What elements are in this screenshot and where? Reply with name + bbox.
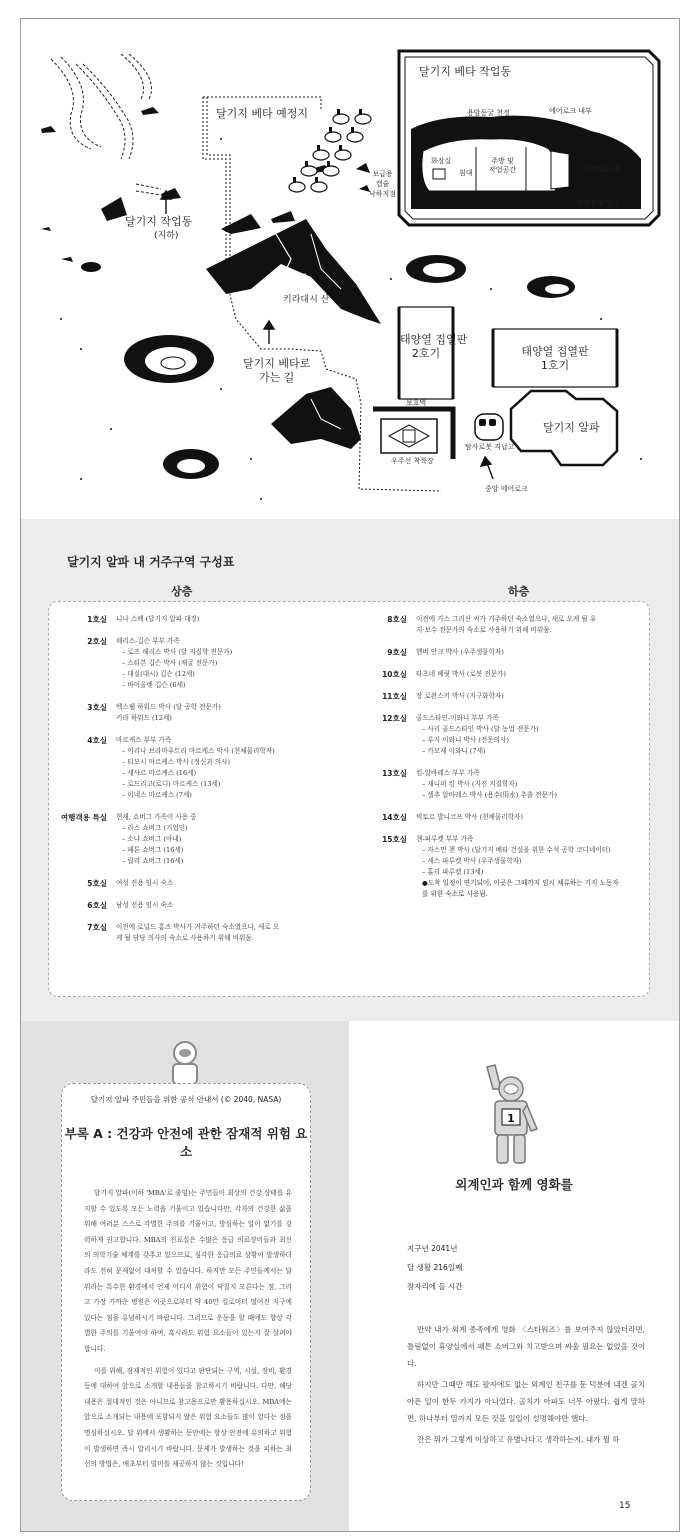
room-occupants [416, 834, 619, 900]
occupant-line: 지·보수 전문가의 숙소로 사용하기 위해 비워둠. [416, 626, 552, 634]
appendix-body [84, 1186, 292, 1479]
upper-floor-column [49, 614, 334, 955]
room-occupants [116, 812, 197, 867]
rover-garage-label: 탐사로봇 격납고 [465, 443, 515, 451]
occupant-line: – 바이올렛 깁슨 (6세) [122, 681, 186, 689]
airlock-door-label: 에어로크 문 [585, 165, 622, 173]
lower-floor-heading: 하층 [508, 585, 530, 598]
room-row [349, 834, 634, 900]
occupant-line: – 스티븐 깁슨 박사 (채굴 전문가) [122, 659, 218, 667]
room-occupants [416, 812, 523, 823]
occupant-line: – 카모제 이와니 (7세) [422, 747, 486, 755]
room-label: 여행객용 특실 [60, 813, 107, 822]
appendix-title: 부록 A : 건강과 안전에 관한 잠재적 위험 요소 [64, 1126, 308, 1159]
room-row [49, 702, 334, 724]
room-row [349, 812, 634, 823]
toilet-label: 화장실 [431, 157, 452, 165]
occupant-line: – 라스 쇼버그 (기업인) [122, 824, 188, 832]
road-to-beta-label: 달기지 베타로 가는 길 [243, 357, 311, 384]
chapter-meta-line: 지구년 2041년 [407, 1244, 458, 1253]
page-frame [20, 18, 680, 1532]
appendix-card [61, 1083, 311, 1501]
lava-ceiling-label: 용암동굴 천정 [467, 109, 510, 117]
occupant-line: 현재, 쇼버그 가족이 사용 중 [116, 813, 197, 821]
moon-base-map [21, 19, 679, 519]
room-row [49, 878, 334, 889]
occupant-line: 여성 전용 임시 숙소 [116, 879, 174, 887]
occupant-line: – 세스 파루켓 박사 (우주생물학자) [422, 857, 522, 865]
lava-entrance-label: 용암동굴 입구 [577, 199, 620, 207]
central-airlock-label: 중앙 에어로크 [485, 485, 528, 493]
room-label: 3호실 [87, 703, 107, 712]
room-occupants [116, 735, 275, 801]
room-occupants [416, 768, 557, 801]
airlock-inside-label: 에어로크 내부 [549, 107, 592, 115]
spaceport-label: 우주선 착륙장 [391, 457, 434, 465]
page-number: 15 [619, 1501, 631, 1511]
room-occupants [416, 614, 596, 636]
room-label: 9호실 [387, 648, 407, 657]
room-note-line: ●도착 일정이 연기되어, 이곳은 그때까지 임시 체류하는 기지 노동자 [422, 879, 619, 887]
occupant-line: – 세사르 마르케스 (16세) [122, 769, 197, 777]
chapter-paragraph: 만약 내가 외계 종족에게 영화 〈스타워즈〉를 보여주지 않았더라면, 틀림없이 휴양실에서 패튼 쇼버그와 치고받으며 싸울 필요는 없었을 것이다. [407, 1325, 645, 1368]
kitchen-label: 주방 및 작업공간 [489, 157, 517, 174]
supply-capsule-label: 보급용 캡슐 낙하지점 [369, 170, 397, 198]
occupant-line: – 홀리 파루켓 (13세) [422, 868, 484, 876]
residence-table-section [21, 519, 679, 1021]
occupant-line: – 사리 골드스타인 박사 (달 농업 전문가) [422, 725, 539, 733]
underground-note: (지하) [154, 231, 179, 241]
appendix-subtitle: 달기지 알파 주민들을 위한 공식 안내서 (© 2040, NASA) [90, 1095, 282, 1104]
solar-panel-1-label: 태양열 집열판 1호기 [521, 345, 589, 372]
beta-workshop-title: 달기지 베타 작업동 [419, 65, 512, 78]
occupant-line: 해리스-깁슨 부부 가족 [116, 637, 180, 645]
occupant-line: – 대실(대시) 깁슨 (12세) [122, 670, 195, 678]
barrier-label: 보호벽 [406, 399, 427, 407]
room-occupants [116, 900, 173, 911]
occupant-line: 니나 스팩 (달기지 알파 대장) [116, 615, 200, 623]
room-row [349, 614, 634, 636]
astronaut-waving-icon [481, 1059, 541, 1169]
room-row [49, 900, 334, 911]
occupant-line: 타츠네 베릿 박사 (로봇 전문가) [416, 670, 506, 678]
room-occupants [116, 878, 173, 889]
upper-floor-heading: 상층 [171, 585, 193, 598]
appendix-section [21, 1021, 349, 1532]
chapter-meta-line: 달 생활 216일째 [407, 1263, 463, 1272]
room-label: 14호실 [382, 813, 407, 822]
occupant-line: 장 로완스키 박사 (지구화학자) [416, 692, 504, 700]
beta-planned-label: 달기지 베타 예정지 [216, 107, 309, 120]
occupant-line: 헨버 안크 박사 (우주생물학자) [416, 648, 504, 656]
room-row [49, 636, 334, 691]
room-row [49, 812, 334, 867]
room-label: 12호실 [382, 714, 407, 723]
occupant-line: – 이리나 브라마푸트라 마르케스 박사 (천체물리학자) [122, 747, 275, 755]
room-row [49, 614, 334, 625]
chapter-paragraph: 하지만 그때만 해도 팔자에도 없는 외계인 친구를 둔 덕분에 내겐 골치 아픈 일이 한두 가지가 아니었다. 골치가 아파도 너무 아팠다. 쉽게 말하면, 하나부터 열까지 모든 것을 일일이 설명해야만 했다. [407, 1380, 645, 1423]
solar-panel-2-label: 태양열 집열판 2호기 [400, 333, 468, 360]
astronaut-icon [165, 1039, 205, 1087]
room-row [49, 922, 334, 944]
lower-floor-column [349, 614, 634, 911]
chapter-title: 외계인과 함께 영화를 [455, 1177, 573, 1192]
room-row [349, 691, 634, 702]
beta-workshop-underground-label: 달기지 작업동 [125, 215, 193, 228]
room-note-line: 를 위한 숙소로 사용됨. [422, 890, 488, 898]
room-occupants [416, 647, 504, 658]
room-occupants [116, 614, 200, 625]
room-occupants [116, 702, 221, 724]
chapter-body [407, 1321, 645, 1452]
room-occupants [416, 691, 504, 702]
occupant-line: – 로드리고(로디) 마르케스 (13세) [122, 780, 221, 788]
occupant-line: 골드스타인-이와니 부부 가족 [416, 714, 499, 722]
room-label: 10호실 [382, 670, 407, 679]
room-label: 15호실 [382, 835, 407, 844]
occupant-line: 첸-파루켓 부부 가족 [416, 835, 474, 843]
chapter-section [349, 1021, 679, 1532]
room-occupants [116, 636, 232, 691]
room-occupants [116, 922, 279, 944]
appendix-paragraph: 이를 위해, 잠재적인 위험이 있다고 판단되는 구역, 시설, 장비, 환경 등에 대하여 앞으로 소개할 내용들을 참고하시기 바랍니다. 다만, 해당 내용은 절대적인 것은 아니므로 참고용으로만 활용하십시오. MBA에는 앞으로 소개되는 내용에 포함되지 않은 위험 요소들도 많이 있다는 점을 명심하십시오. 달 위에서 생활하는 동안에는 항상 안전에 유의하고 위험이 발생하면 즉시 알리시기 바랍니다. 문제가 발생하는 것을 피하는 최선의 방법은, 애초부터 빌미를 제공하지 않는 것입니다! [84, 1366, 292, 1469]
occupant-line: – 로즈 해리스 박사 (달 지질학 전문가) [122, 648, 233, 656]
occupant-line: 게 될 담당 의사의 숙소로 사용하기 위해 비워둠. [116, 934, 254, 942]
room-label: 6호실 [87, 901, 107, 910]
chapter-paragraph: 잔은 뭐가 그렇게 이상하고 유별나다고 생각하는지, 내가 뭘 하 [417, 1435, 620, 1444]
room-row [349, 647, 634, 658]
appendix-paragraph: 달기지 알파(이하 'MBA'로 줄임)는 주민들이 최상의 건강 상태를 유지할 수 있도록 모든 노력을 기울이고 있습니다만, 각자의 건강한 삶을 위해 여러분 스스로 각별한 주의를 기울이고, 방심하는 일이 없기를 강력하게 권고합니다. MBA의 진료실은 수많은 응급 의료장비들과 최신의 의학기술 체계를 갖추고 있으므로, 심각한 응급의료 상황이 발생하더라도 전혀 문제없이 대처할 수 있습니다. 하지만 모든 주민들께서는 달 위라는 특수한 환경에서 언제 어디서 위험이 닥칠지 모른다는 점, 그리고 가장 가까운 병원은 이곳으로부터 약 40만 킬로미터 떨어진 지구에 있다는 점을 유념하시기 바랍니다. 그러므로 운동을 할 때에도 항상 각별한 주의를 기울여야 하며, 혹시라도 위험 요소들이 있는지 잘 살펴야 합니다. [84, 1189, 292, 1353]
table-title: 달기지 알파 내 거주구역 구성표 [67, 555, 235, 569]
room-label: 11호실 [382, 692, 407, 701]
occupant-line: – 루지 이와니 박사 (전문의사) [422, 736, 509, 744]
room-label: 7호실 [87, 923, 107, 932]
room-row [49, 735, 334, 801]
room-occupants [416, 713, 539, 757]
room-row [349, 669, 634, 680]
occupant-line: – 릴리 쇼버그 (16세) [122, 857, 184, 865]
occupant-line: 킴-알바레스 부부 가족 [416, 769, 480, 777]
room-label: 5호실 [87, 879, 107, 888]
residence-table-box [48, 601, 650, 997]
room-label: 2호실 [87, 637, 107, 646]
room-label: 13호실 [382, 769, 407, 778]
occupant-line: – 이네스 마르케스 (7세) [122, 791, 192, 799]
chapter-meta-line: 잠자리에 들 시간 [407, 1282, 463, 1291]
occupant-line: – 소냐 쇼버그 (아내) [122, 835, 182, 843]
occupant-line: – 재니퍼 킴 박사 (지진 지질학자) [422, 780, 518, 788]
occupant-line: – 자스민 첸 박사 (달기지 베타 건설을 위한 수석 공학 코디네이터) [422, 846, 611, 854]
occupant-line: – 셀추 알바레스 박사 (용수(用水) 추출 전문가) [422, 791, 557, 799]
room-row [349, 768, 634, 801]
chapter-badge: 1 [507, 1112, 515, 1125]
occupant-line: 이전에 로널드 홈즈 박사가 거주하던 숙소였으나, 새로 오 [116, 923, 280, 931]
occupant-line: 마르케스 부부 가족 [116, 736, 172, 744]
room-row [349, 713, 634, 757]
kiradaesi-mountain-label: 키라대시 산 [283, 295, 330, 305]
chapter-meta [407, 1239, 462, 1296]
room-label: 4호실 [87, 736, 107, 745]
occupant-line: 벡스웰 하워드 박사 (달 공학 전문가) [116, 703, 221, 711]
room-occupants [416, 669, 506, 680]
occupant-line: – 티모시 마르케스 박사 (정신과 의사) [122, 758, 231, 766]
bed-label: 침대 [459, 169, 473, 177]
occupant-line: 이전에 가스 그리산 씨가 거주하던 숙소였으나, 새로 오게 될 유 [416, 615, 597, 623]
room-label: 8호실 [387, 615, 407, 624]
occupant-line: 키라 하워드 (12세) [116, 714, 172, 722]
alpha-base-label: 달기지 알파 [543, 421, 600, 434]
occupant-line: – 패튼 쇼버그 (16세) [122, 846, 184, 854]
room-label: 1호실 [87, 615, 107, 624]
occupant-line: 빅토르 발니코프 박사 (천체물리학자) [416, 813, 523, 821]
occupant-line: 남성 전용 임시 숙소 [116, 901, 174, 909]
map-drawing [21, 19, 679, 519]
